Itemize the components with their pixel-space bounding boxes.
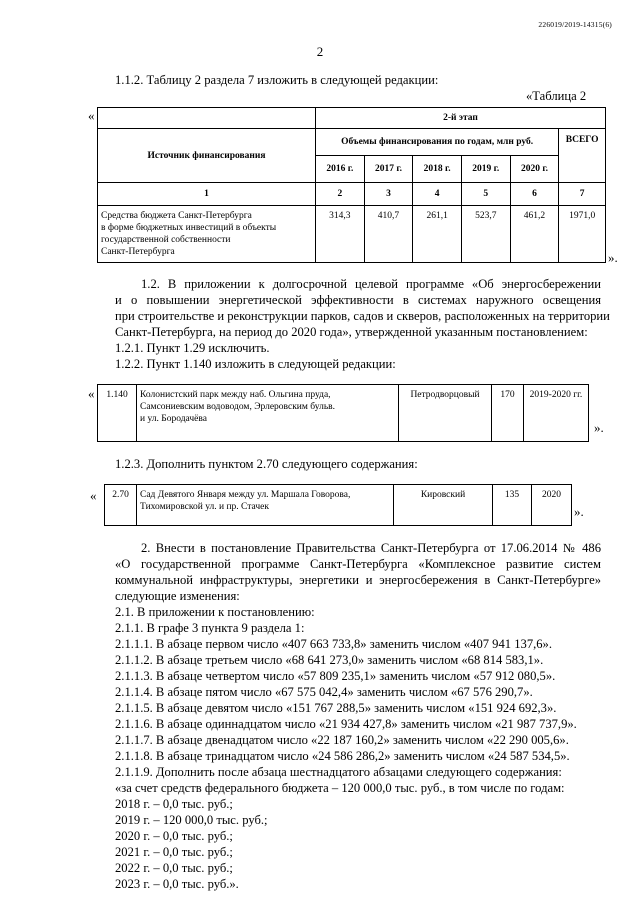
stage-header: 2-й этап <box>316 108 606 129</box>
object-name-line: Сад Девятого Января между ул. Маршала Говорова, <box>140 490 351 500</box>
year-header: 2019 г. <box>461 156 510 183</box>
district-cell: Кировский <box>394 485 493 526</box>
amendment-item: 2.1.1.5. В абзаце девятом число «151 767 288,5» заменить числом «151 924 692,3». <box>115 701 557 715</box>
district-cell: Петродворцовый <box>399 385 492 442</box>
column-number: 2 <box>316 183 365 206</box>
amendment-item: «за счет средств федерального бюджета – 120 000,0 тыс. руб., в том числе по годам: <box>115 781 565 795</box>
open-quote: « <box>88 386 95 401</box>
paragraph-1-1-2: 1.1.2. Таблицу 2 раздела 7 изложить в следующей редакции: <box>115 73 439 87</box>
year-header: 2018 г. <box>413 156 462 183</box>
open-quote: « <box>90 488 97 503</box>
object-name-line: и ул. Бородачёва <box>140 414 207 424</box>
total-cell: 1971,0 <box>559 206 606 263</box>
page-number: 2 <box>316 44 324 59</box>
amendment-item: 2.1. В приложении к постановлению: <box>115 605 315 619</box>
paragraph-1-2-3: 1.2.3. Дополнить пунктом 2.70 следующего содержания: <box>115 457 418 471</box>
paragraph-2-line: «О государственной программе Санкт-Петербурга «Комплексное развитие систем <box>115 557 601 571</box>
paragraph-2-line: 2. Внести в постановление Правительства Санкт-Петербурга от 17.06.2014 № 486 <box>141 541 601 555</box>
source-line: Санкт-Петербурга <box>101 247 175 257</box>
paragraph-1-2-line: Санкт-Петербурга, на период до 2020 года», утвержденной указанным постановлением: <box>115 325 588 339</box>
open-quote: « <box>88 108 95 123</box>
close-quote: ». <box>594 420 604 435</box>
amendment-item: 2.1.1. В графе 3 пункта 9 раздела 1: <box>115 621 305 635</box>
amendment-item: 2022 г. – 0,0 тыс. руб.; <box>115 861 233 875</box>
amendment-item: 2019 г. – 120 000,0 тыс. руб.; <box>115 813 268 827</box>
paragraph-2-line: коммунальной инфраструктуры, энергетики и энергосбережения в Санкт-Петербурге» <box>115 573 601 587</box>
amendment-item: 2.1.1.1. В абзаце первом число «407 663 733,8» заменить числом «407 941 137,6». <box>115 637 553 651</box>
source-header: Источник финансирования <box>98 129 316 183</box>
financing-table <box>97 107 606 263</box>
amendment-item: 2.1.1.6. В абзаце одиннадцатом число «21 934 427,8» заменить числом «21 987 737,9». <box>115 717 577 731</box>
empty-corner-cell <box>98 108 316 129</box>
amendment-item: 2.1.1.4. В абзаце пятом число «67 575 042,4» заменить числом «67 576 290,7». <box>115 685 533 699</box>
amendment-item: 2.1.1.9. Дополнить после абзаца шестнадцатого абзацами следующего содержания: <box>115 765 562 779</box>
column-number: 4 <box>413 183 462 206</box>
paragraph-1-2-line: 1.2. В приложении к долгосрочной целевой программе «Об энергосбережении <box>141 277 601 291</box>
year-header: 2020 г. <box>510 156 559 183</box>
table-caption: «Таблица 2 <box>526 89 587 103</box>
paragraph-1-2-2: 1.2.2. Пункт 1.140 изложить в следующей редакции: <box>115 357 396 371</box>
column-number: 6 <box>510 183 559 206</box>
year-header: 2016 г. <box>316 156 365 183</box>
source-line: государственной собственности <box>101 235 231 245</box>
row-1-140-table <box>97 384 589 442</box>
amendment-item: 2023 г. – 0,0 тыс. руб.». <box>115 877 239 891</box>
row-number: 2.70 <box>105 485 137 526</box>
paragraph-2-line: следующие изменения: <box>115 589 240 603</box>
year-header: 2017 г. <box>364 156 413 183</box>
value-cell: 410,7 <box>364 206 413 263</box>
amendment-item: 2020 г. – 0,0 тыс. руб.; <box>115 829 233 843</box>
value-cell: 314,3 <box>316 206 365 263</box>
paragraph-1-2-1: 1.2.1. Пункт 1.29 исключить. <box>115 341 270 355</box>
amendment-item: 2018 г. – 0,0 тыс. руб.; <box>115 797 233 811</box>
object-name-cell <box>137 485 394 526</box>
object-name-cell <box>137 385 399 442</box>
source-line: в форме бюджетных инвестиций в объекты <box>101 223 277 233</box>
volumes-header: Объемы финансирования по годам, млн руб. <box>316 129 559 156</box>
column-number: 5 <box>461 183 510 206</box>
amendment-item: 2.1.1.2. В абзаце третьем число «68 641 273,0» заменить числом «68 814 583,1». <box>115 653 544 667</box>
object-name-line: Тихомировской ул. и пр. Стачек <box>140 502 269 512</box>
document-number: 226019/2019-14315(6) <box>538 20 612 29</box>
count-cell: 170 <box>492 385 524 442</box>
object-name-line: Колонистский парк между наб. Ольгина пруда, <box>140 390 331 400</box>
column-number: 1 <box>98 183 316 206</box>
value-cell: 461,2 <box>510 206 559 263</box>
years-cell: 2020 <box>532 485 572 526</box>
source-cell <box>98 206 316 263</box>
source-line: Средства бюджета Санкт-Петербурга <box>101 211 252 221</box>
value-cell: 523,7 <box>461 206 510 263</box>
close-quote: ». <box>608 250 618 265</box>
column-number: 3 <box>364 183 413 206</box>
total-header: ВСЕГО <box>559 129 606 183</box>
paragraph-1-2-line: при строительстве и реконструкции парков, садов и скверов, расположенных на территории <box>115 309 610 323</box>
paragraph-1-2-line: и о повышении энергетической эффективности в системах наружного освещения <box>115 293 601 307</box>
amendment-item: 2.1.1.7. В абзаце двенадцатом число «22 187 160,2» заменить числом «22 290 005,6». <box>115 733 569 747</box>
amendment-list <box>115 604 577 892</box>
column-number: 7 <box>559 183 606 206</box>
value-cell: 261,1 <box>413 206 462 263</box>
amendment-item: 2.1.1.3. В абзаце четвертом число «57 809 235,1» заменить числом «57 912 080,5». <box>115 669 556 683</box>
row-2-70-table <box>104 484 572 526</box>
row-number: 1.140 <box>98 385 137 442</box>
years-cell: 2019-2020 гг. <box>524 385 589 442</box>
object-name-line: Самсониевским водоводом, Эрлеровским бульв. <box>140 402 336 412</box>
amendment-item: 2.1.1.8. В абзаце тринадцатом число «24 586 286,2» заменить числом «24 587 534,5». <box>115 749 570 763</box>
amendment-item: 2021 г. – 0,0 тыс. руб.; <box>115 845 233 859</box>
close-quote: ». <box>574 504 584 519</box>
count-cell: 135 <box>493 485 532 526</box>
